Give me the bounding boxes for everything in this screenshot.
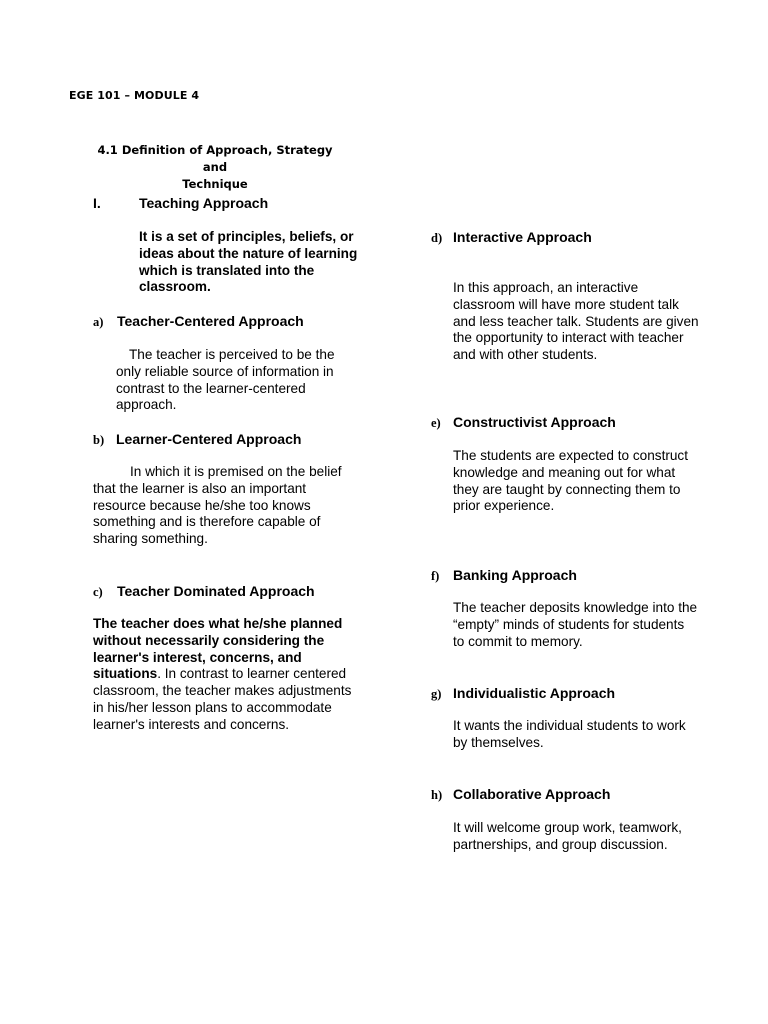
- subtitle-line-1: 4.1 Definition of Approach, Strategy and: [97, 143, 333, 174]
- item-f-letter: f): [431, 569, 440, 583]
- item-h-body: It will welcome group work, teamwork, partnerships, and group discussion.: [453, 820, 682, 852]
- section-number: I.: [93, 195, 101, 211]
- item-d-letter: d): [431, 231, 443, 245]
- item-g-body: It wants the individual students to work by themselves.: [453, 718, 686, 750]
- item-c-body-regular: . In contrast to learner centered classroom, the teacher makes adjustments in his/her lesson plans to accommodate learner's interests and concerns.: [93, 666, 352, 732]
- section-title: Teaching Approach: [139, 195, 269, 211]
- item-b-letter: b): [93, 433, 105, 447]
- item-c-body: [93, 616, 365, 734]
- item-g-title: Individualistic Approach: [453, 685, 616, 701]
- item-e-letter: e): [431, 416, 441, 430]
- item-h-title: Collaborative Approach: [453, 786, 611, 802]
- item-e-title: Constructivist Approach: [453, 414, 616, 430]
- item-f-title: Banking Approach: [453, 567, 577, 583]
- section-definition: It is a set of principles, beliefs, or ideas about the nature of learning which is translated into the classroom.: [139, 229, 358, 295]
- item-h-letter: h): [431, 788, 443, 802]
- subtitle: [90, 142, 340, 193]
- item-a-title: Teacher-Centered Approach: [117, 313, 304, 329]
- item-c-body-bold: The teacher does what he/she planned without necessarily considering the learner's interest, concerns, and situations: [93, 616, 343, 682]
- item-a-body: The teacher is perceived to be the only reliable source of information in contrast to the learner-centered approach.: [116, 347, 335, 413]
- item-d-body: In this approach, an interactive classroom will have more student talk and less teacher talk. Students are given the opportunity to interact with teacher and with other students.: [453, 280, 699, 363]
- module-header: EGE 101 – MODULE 4: [69, 89, 200, 102]
- item-b-title: Learner-Centered Approach: [116, 431, 302, 447]
- item-a-letter: a): [93, 315, 104, 329]
- item-e-body: The students are expected to construct knowledge and meaning out for what they are taught by connecting them to prior experience.: [453, 448, 689, 514]
- item-f-body: The teacher deposits knowledge into the “empty” minds of students for students to commit to memory.: [453, 600, 698, 649]
- item-b-body: In which it is premised on the belief that the learner is also an important resource because he/she too knows something and is therefore capable of sharing something.: [93, 464, 342, 547]
- subtitle-line-2: Technique: [182, 177, 248, 191]
- item-c-title: Teacher Dominated Approach: [117, 583, 315, 599]
- item-g-letter: g): [431, 687, 442, 701]
- item-d-title: Interactive Approach: [453, 229, 592, 245]
- item-c-letter: c): [93, 585, 103, 599]
